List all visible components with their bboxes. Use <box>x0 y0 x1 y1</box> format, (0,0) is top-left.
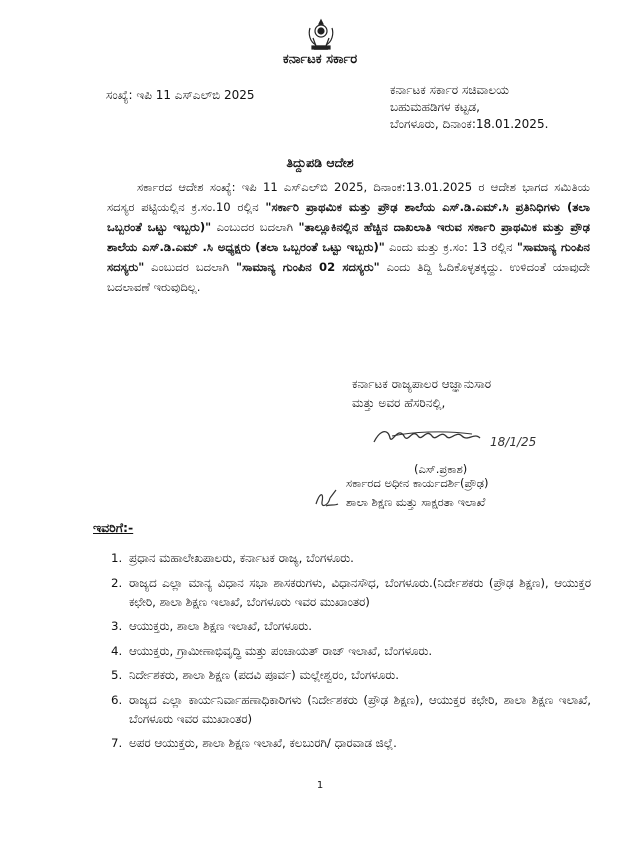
svg-text:18/1/25: 18/1/25 <box>490 435 537 449</box>
signatory-name: (ಎಸ್.ಪ್ರಕಾಶ) <box>414 462 468 476</box>
list-item-number: 5. <box>111 668 123 682</box>
body-text: ಸರ್ಕಾರದ ಆದೇಶ ಸಂಖ್ಯೆ: ಇಪಿ 11 ಎಸ್‌ಎಲ್‌ಬಿ 2025, ದಿನಾಂಕ:13.01.2025 ರ ಆದೇಶ ಭಾಗದ ಸಮಿತಿಯ ಸದಸ್ಯರ ಪಟ್ಟಿಯಲ್ಲಿನ ಕ್ರ.ಸಂ.10 ರಲ್ಲಿನ <box>107 180 590 214</box>
karnataka-emblem-icon <box>304 18 338 52</box>
office-line: ಕರ್ನಾಟಕ ಸರ್ಕಾರ ಸಚಿವಾಲಯ <box>390 83 509 97</box>
list-item <box>111 574 591 612</box>
body-text: ಎಂಬುದರ ಬದಲಾಗಿ <box>144 260 237 274</box>
initials-mark <box>312 486 342 510</box>
list-item <box>111 549 591 568</box>
list-item-number: 7. <box>111 736 123 750</box>
government-title: ಕರ್ನಾಟಕ ಸರ್ಕಾರ <box>282 52 358 67</box>
list-item-number: 4. <box>111 643 123 658</box>
body-text: ಎಂಬುದರ ಬದಲಾಗಿ <box>211 220 299 234</box>
list-item <box>111 617 591 636</box>
list-item <box>111 642 591 661</box>
recipients-list <box>111 549 591 759</box>
list-item <box>111 734 591 753</box>
order-reference-number: ಸಂಖ್ಯೆ: ಇಪಿ 11 ಎಸ್‌ಎಲ್‌ಬಿ 2025 <box>106 88 255 102</box>
office-address <box>390 82 548 133</box>
list-item-text: ರಾಜ್ಯದ ಎಲ್ಲಾ ಮಾನ್ಯ ವಿಧಾನ ಸಭಾ ಶಾಸಕರುಗಳು, ವಿಧಾನಸೌಧ, ಬೆಂಗಳೂರು.(ನಿರ್ದೇಶಕರು (ಪ್ರೌಢ ಶಿಕ್ಷಣ), ಆಯುಕ್ತರ ಕಛೇರಿ, ಶಾಲಾ ಶಿಕ್ಷಣ ಇಲಾಖೆ, ಬೆಂಗಳೂರು ಇವರ ಮುಖಾಂತರ) <box>129 575 591 609</box>
office-date-line: ಬೆಂಗಳೂರು, ದಿನಾಂಕ:18.01.2025. <box>390 117 549 131</box>
body-bold-text: "ಸಾಮಾನ್ಯ ಗುಂಪಿನ ಸದಸ್ಯರು" <box>107 240 591 274</box>
list-item-text: ಆಯುಕ್ತರು, ಶಾಲಾ ಶಿಕ್ಷಣ ಇಲಾಖೆ, ಬೆಂಗಳೂರು. <box>129 619 312 633</box>
list-item-text: ಆಯುಕ್ತರು, ಗ್ರಾಮೀಣಾಭಿವೃದ್ಧಿ ಮತ್ತು ಪಂಚಾಯತ್ ರಾಜ್ ಇಲಾಖೆ, ಬೆಂಗಳೂರು. <box>129 643 433 658</box>
authority-line: ಕರ್ನಾಟಕ ರಾಜ್ಯಪಾಲರ ಆಜ್ಞಾನುಸಾರ <box>352 377 492 391</box>
list-item-text: ಪ್ರಧಾನ ಮಹಾಲೇಖಪಾಲರು, ಕರ್ನಾಟಕ ರಾಜ್ಯ, ಬೆಂಗಳೂರು. <box>129 551 354 565</box>
page-number: 1 <box>316 780 324 791</box>
list-item-number: 3. <box>111 619 123 633</box>
document-title: ತಿದ್ದುಪಡಿ ಆದೇಶ <box>286 155 354 170</box>
body-bold-text: "ಸಾಮಾನ್ಯ ಗುಂಪಿನ 02 ಸದಸ್ಯರು" <box>236 260 380 274</box>
designation-line: ಸರ್ಕಾರದ ಅಧೀನ ಕಾರ್ಯದರ್ಶಿ(ಪ್ರೌಢ) <box>346 476 489 490</box>
recipients-heading: ಇವರಿಗೆ:- <box>93 520 134 535</box>
list-item-text: ಅಪರ ಆಯುಕ್ತರು, ಶಾಲಾ ಶಿಕ್ಷಣ ಇಲಾಖೆ, ಕಲಬುರಗಿ/ ಧಾರವಾಡ ಜಿಲ್ಲೆ. <box>129 736 397 750</box>
handwritten-signature <box>372 418 572 452</box>
list-item-number: 6. <box>111 692 123 707</box>
list-item-text: ನಿರ್ದೇಶಕರು, ಶಾಲಾ ಶಿಕ್ಷಣ (ಪದವಿ ಪೂರ್ವ) ಮಲ್ಲೇಶ್ವರಂ, ಬೆಂಗಳೂರು. <box>129 668 399 682</box>
list-item <box>111 666 591 685</box>
body-text: ಎಂದು ತಿದ್ದಿ ಓದಿಕೊಳ್ಳತಕ್ಕದ್ದು. ಉಳಿದಂತೆ ಯಾವುದೇ ಬದಲಾವಣೆ ಇರುವುದಿಲ್ಲ. <box>107 260 590 294</box>
authority-line: ಮತ್ತು ಅವರ ಹೆಸರಿನಲ್ಲಿ, <box>352 396 446 410</box>
order-body-paragraph <box>107 177 590 297</box>
list-item-number: 1. <box>111 551 123 565</box>
authority-statement <box>352 375 491 413</box>
office-line: ಬಹುಮಹಡಿಗಳ ಕಟ್ಟಡ, <box>390 100 480 114</box>
list-item-number: 2. <box>111 575 123 590</box>
list-item <box>111 691 591 729</box>
department-line: ಶಾಲಾ ಶಿಕ್ಷಣ ಮತ್ತು ಸಾಕ್ಷರತಾ ಇಲಾಖೆ <box>346 495 486 509</box>
signatory-designation <box>346 474 488 512</box>
body-bold-text: "ತಾಲ್ಲೂಕಿನಲ್ಲಿನ ಹೆಚ್ಚಿನ ದಾಖಲಾತಿ ಇರುವ ಸರ್ಕಾರಿ ಪ್ರಾಥಮಿಕ ಮತ್ತು ಪ್ರೌಢ ಶಾಲೆಯ ಎಸ್.ಡಿ.ಎಮ್ .ಸಿ ಅಧ್ಯಕ್ಷರು (ತಲಾ ಒಬ್ಬರಂತೆ ಒಟ್ಟು ಇಬ್ಬರು)" <box>107 220 590 254</box>
list-item-text: ರಾಜ್ಯದ ಎಲ್ಲಾ ಕಾರ್ಯನಿರ್ವಾಹಣಾಧಿಕಾರಿಗಳು (ನಿರ್ದೇಶಕರು (ಪ್ರೌಢ ಶಿಕ್ಷಣ), ಆಯುಕ್ತರ ಕಛೇರಿ, ಶಾಲಾ ಶಿಕ್ಷಣ ಇಲಾಖೆ, ಬೆಂಗಳೂರು ಇವರ ಮುಖಾಂತರ) <box>129 692 591 726</box>
body-text: ಎಂದು ಮತ್ತು ಕ್ರ.ಸಂ: 13 ರಲ್ಲಿನ <box>384 240 517 254</box>
body-bold-text: "ಸರ್ಕಾರಿ ಪ್ರಾಥಮಿಕ ಮತ್ತು ಪ್ರೌಢ ಶಾಲೆಯ ಎಸ್.ಡಿ.ಎಮ್.ಸಿ ಪ್ರತಿನಿಧಿಗಳು (ತಲಾ ಒಬ್ಬರಂತೆ ಒಟ್ಟು ಇಬ್ಬರು)" <box>107 200 590 234</box>
